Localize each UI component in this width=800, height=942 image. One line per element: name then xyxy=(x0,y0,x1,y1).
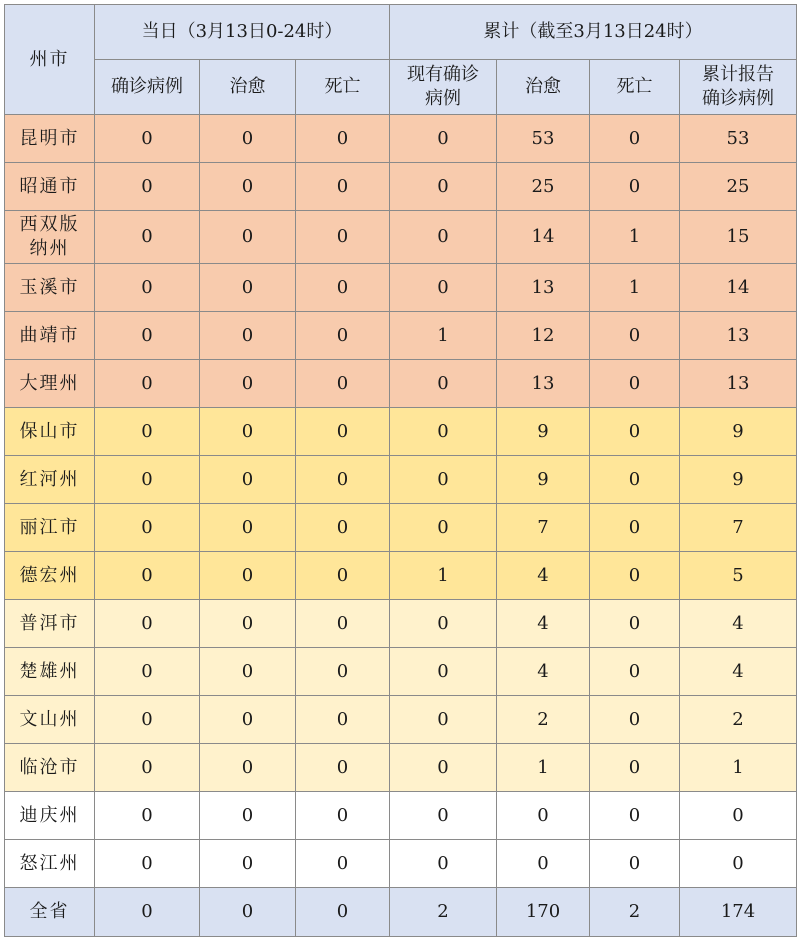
row-cell: 0 xyxy=(590,792,680,840)
row-city: 保山市 xyxy=(5,408,95,456)
table-row xyxy=(5,456,797,504)
row-cell: 0 xyxy=(590,600,680,648)
row-cell: 0 xyxy=(296,840,390,888)
row-cell: 53 xyxy=(497,115,590,163)
header-daily-confirmed: 确诊病例 xyxy=(95,60,200,115)
row-cell: 1 xyxy=(390,552,497,600)
row-cell: 0 xyxy=(590,648,680,696)
table-row xyxy=(5,312,797,360)
row-cell: 0 xyxy=(497,840,590,888)
table-row xyxy=(5,792,797,840)
row-cell: 0 xyxy=(95,115,200,163)
row-cell: 0 xyxy=(200,312,296,360)
row-cell: 0 xyxy=(296,504,390,552)
row-cell: 0 xyxy=(390,211,497,264)
table-row xyxy=(5,648,797,696)
header-cum-deaths: 死亡 xyxy=(590,60,680,115)
row-cell: 12 xyxy=(497,312,590,360)
row-city: 普洱市 xyxy=(5,600,95,648)
table-row xyxy=(5,408,797,456)
row-cell: 0 xyxy=(590,115,680,163)
row-cell: 0 xyxy=(200,408,296,456)
row-cell: 0 xyxy=(590,744,680,792)
table-row xyxy=(5,264,797,312)
row-city: 玉溪市 xyxy=(5,264,95,312)
total-cell: 0 xyxy=(95,888,200,937)
row-city: 西双版 纳州 xyxy=(5,211,95,264)
row-cell: 9 xyxy=(497,456,590,504)
row-cell: 2 xyxy=(497,696,590,744)
row-cell: 13 xyxy=(497,264,590,312)
row-cell: 0 xyxy=(296,264,390,312)
row-cell: 0 xyxy=(95,744,200,792)
row-cell: 0 xyxy=(296,115,390,163)
row-city: 昆明市 xyxy=(5,115,95,163)
table-row xyxy=(5,840,797,888)
row-cell: 1 xyxy=(390,312,497,360)
row-city: 丽江市 xyxy=(5,504,95,552)
total-cell: 170 xyxy=(497,888,590,937)
row-cell: 14 xyxy=(680,264,797,312)
row-cell: 0 xyxy=(95,360,200,408)
row-cell: 0 xyxy=(296,552,390,600)
row-cell: 0 xyxy=(200,744,296,792)
row-cell: 0 xyxy=(200,504,296,552)
row-cell: 0 xyxy=(390,360,497,408)
table-row xyxy=(5,211,797,264)
row-cell: 0 xyxy=(590,504,680,552)
row-cell: 0 xyxy=(497,792,590,840)
row-cell: 0 xyxy=(200,211,296,264)
row-cell: 0 xyxy=(390,504,497,552)
total-cell: 2 xyxy=(390,888,497,937)
table-row xyxy=(5,696,797,744)
header-daily-recovered: 治愈 xyxy=(200,60,296,115)
row-city: 怒江州 xyxy=(5,840,95,888)
row-cell: 13 xyxy=(680,312,797,360)
row-cell: 4 xyxy=(497,648,590,696)
row-cell: 0 xyxy=(296,744,390,792)
row-cell: 9 xyxy=(680,408,797,456)
row-cell: 4 xyxy=(680,600,797,648)
row-cell: 0 xyxy=(390,115,497,163)
row-cell: 0 xyxy=(200,360,296,408)
row-cell: 0 xyxy=(296,360,390,408)
table-row xyxy=(5,504,797,552)
row-cell: 1 xyxy=(497,744,590,792)
row-cell: 4 xyxy=(497,552,590,600)
row-city: 德宏州 xyxy=(5,552,95,600)
row-cell: 0 xyxy=(200,792,296,840)
row-city: 红河州 xyxy=(5,456,95,504)
header-cum-active: 现有确诊 病例 xyxy=(390,60,497,115)
row-cell: 1 xyxy=(590,211,680,264)
total-cell: 174 xyxy=(680,888,797,937)
header-daily-deaths: 死亡 xyxy=(296,60,390,115)
row-cell: 0 xyxy=(390,648,497,696)
row-cell: 9 xyxy=(680,456,797,504)
row-cell: 0 xyxy=(390,792,497,840)
row-cell: 0 xyxy=(200,115,296,163)
row-cell: 0 xyxy=(296,408,390,456)
header-cum-total-confirmed: 累计报告 确诊病例 xyxy=(680,60,797,115)
row-city: 昭通市 xyxy=(5,163,95,211)
row-cell: 0 xyxy=(296,312,390,360)
total-cell: 2 xyxy=(590,888,680,937)
row-cell: 0 xyxy=(200,552,296,600)
row-city: 大理州 xyxy=(5,360,95,408)
row-city: 临沧市 xyxy=(5,744,95,792)
header-cum-recovered: 治愈 xyxy=(497,60,590,115)
total-label: 全省 xyxy=(5,888,95,937)
row-cell: 13 xyxy=(497,360,590,408)
row-cell: 5 xyxy=(680,552,797,600)
row-cell: 0 xyxy=(590,408,680,456)
row-cell: 0 xyxy=(296,696,390,744)
header-daily-group: 当日（3月13日0-24时） xyxy=(95,5,390,60)
row-cell: 0 xyxy=(296,163,390,211)
row-cell: 0 xyxy=(95,456,200,504)
row-cell: 0 xyxy=(390,163,497,211)
row-cell: 0 xyxy=(390,744,497,792)
covid-stats-table xyxy=(4,4,797,937)
header-cumulative-group: 累计（截至3月13日24时） xyxy=(390,5,797,60)
table-row xyxy=(5,115,797,163)
row-cell: 0 xyxy=(95,696,200,744)
row-cell: 9 xyxy=(497,408,590,456)
row-cell: 0 xyxy=(296,648,390,696)
row-cell: 0 xyxy=(95,211,200,264)
row-cell: 4 xyxy=(680,648,797,696)
row-cell: 0 xyxy=(390,408,497,456)
row-cell: 0 xyxy=(200,163,296,211)
table-row xyxy=(5,744,797,792)
row-cell: 0 xyxy=(95,792,200,840)
total-row xyxy=(5,888,797,937)
row-cell: 25 xyxy=(497,163,590,211)
row-cell: 0 xyxy=(200,696,296,744)
row-cell: 0 xyxy=(200,264,296,312)
row-cell: 0 xyxy=(296,211,390,264)
row-cell: 2 xyxy=(680,696,797,744)
row-cell: 0 xyxy=(680,792,797,840)
row-cell: 7 xyxy=(680,504,797,552)
row-cell: 0 xyxy=(200,648,296,696)
row-cell: 0 xyxy=(590,840,680,888)
row-cell: 0 xyxy=(200,840,296,888)
row-cell: 0 xyxy=(296,456,390,504)
row-cell: 14 xyxy=(497,211,590,264)
row-city: 楚雄州 xyxy=(5,648,95,696)
row-cell: 0 xyxy=(590,552,680,600)
row-cell: 0 xyxy=(95,840,200,888)
table-row xyxy=(5,600,797,648)
table-row xyxy=(5,163,797,211)
row-cell: 0 xyxy=(95,264,200,312)
row-cell: 15 xyxy=(680,211,797,264)
row-cell: 0 xyxy=(200,456,296,504)
row-cell: 53 xyxy=(680,115,797,163)
row-cell: 0 xyxy=(390,456,497,504)
header-city: 州市 xyxy=(5,5,95,115)
row-cell: 0 xyxy=(390,600,497,648)
row-city: 迪庆州 xyxy=(5,792,95,840)
row-city: 曲靖市 xyxy=(5,312,95,360)
row-cell: 1 xyxy=(590,264,680,312)
total-cell: 0 xyxy=(200,888,296,937)
total-cell: 0 xyxy=(296,888,390,937)
row-cell: 0 xyxy=(590,312,680,360)
row-cell: 25 xyxy=(680,163,797,211)
row-cell: 13 xyxy=(680,360,797,408)
row-cell: 0 xyxy=(390,840,497,888)
row-cell: 0 xyxy=(95,408,200,456)
row-cell: 0 xyxy=(296,792,390,840)
row-cell: 0 xyxy=(296,600,390,648)
row-cell: 0 xyxy=(590,456,680,504)
row-cell: 0 xyxy=(390,696,497,744)
row-cell: 0 xyxy=(590,696,680,744)
row-cell: 0 xyxy=(95,312,200,360)
row-cell: 1 xyxy=(680,744,797,792)
row-cell: 0 xyxy=(200,600,296,648)
row-cell: 0 xyxy=(390,264,497,312)
row-cell: 0 xyxy=(95,552,200,600)
row-cell: 0 xyxy=(95,163,200,211)
row-cell: 0 xyxy=(95,504,200,552)
row-cell: 0 xyxy=(95,600,200,648)
row-city: 文山州 xyxy=(5,696,95,744)
row-cell: 0 xyxy=(680,840,797,888)
table-row xyxy=(5,360,797,408)
table-row xyxy=(5,552,797,600)
row-cell: 0 xyxy=(590,360,680,408)
row-cell: 4 xyxy=(497,600,590,648)
row-cell: 0 xyxy=(95,648,200,696)
row-cell: 0 xyxy=(590,163,680,211)
row-cell: 7 xyxy=(497,504,590,552)
